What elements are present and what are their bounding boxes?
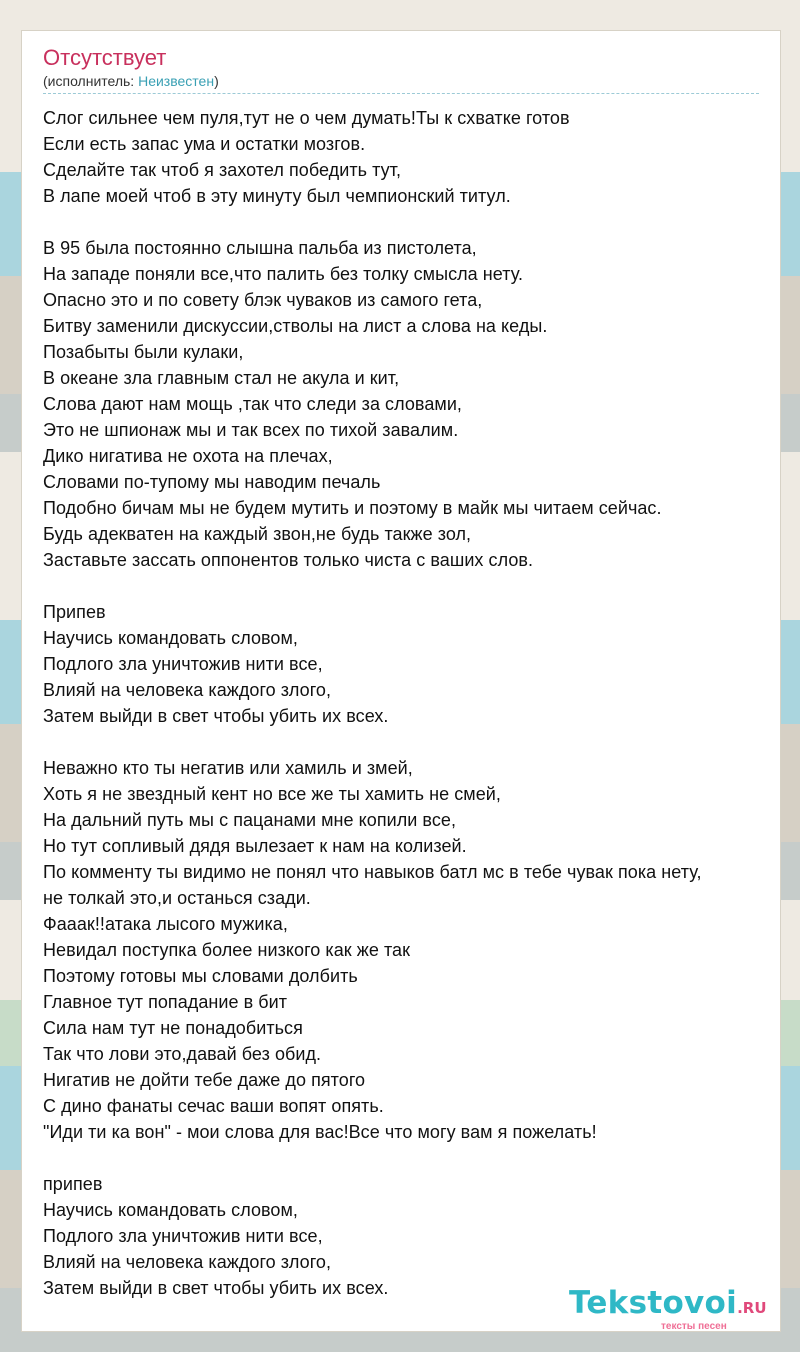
lyrics-line: Будь адекватен на каждый звон,не будь также зол, bbox=[43, 524, 472, 544]
lyrics-line: Подобно бичам мы не будем мутить и поэтому в майк мы читаем сейчас. bbox=[43, 498, 662, 518]
lyrics-line: Влияй на человека каждого злого, bbox=[43, 1252, 332, 1272]
lyrics-line: припев bbox=[43, 1174, 103, 1194]
lyrics-line: В океане зла главным стал не акула и кит, bbox=[43, 368, 400, 388]
lyrics-line: Научись командовать словом, bbox=[43, 628, 298, 648]
lyrics-line: Это не шпионаж мы и так всех по тихой завалим. bbox=[43, 420, 459, 440]
lyrics-line: На западе поняли все,что палить без толку смысла нету. bbox=[43, 264, 524, 284]
lyrics-line: Припев bbox=[43, 602, 106, 622]
lyrics-line: Подлого зла уничтожив нити все, bbox=[43, 1226, 323, 1246]
lyrics-line: не толкай это,и останься сзади. bbox=[43, 888, 311, 908]
logo-tld: .RU bbox=[737, 1299, 767, 1317]
lyrics-blank-line bbox=[43, 209, 778, 235]
lyrics-line: Фааак!!атака лысого мужика, bbox=[43, 914, 288, 934]
artist-suffix: ) bbox=[214, 73, 219, 89]
lyrics-line: Главное тут попадание в бит bbox=[43, 992, 288, 1012]
lyrics-card bbox=[21, 30, 781, 1332]
lyrics-line: Дико нигатива не охота на плечах, bbox=[43, 446, 333, 466]
lyrics-line: Сделайте так чтоб я захотел победить тут, bbox=[43, 160, 401, 180]
logo-tagline: тексты песен bbox=[661, 1321, 727, 1332]
logo-name: Tekstovoi bbox=[569, 1285, 738, 1321]
lyrics-line: По комменту ты видимо не понял что навыков батл мс в тебе чувак пока нету, bbox=[43, 862, 702, 882]
lyrics-line: Слог сильнее чем пуля,тут не о чем думать!Ты к схватке готов bbox=[43, 108, 570, 128]
lyrics-line: Нигатив не дойти тебе даже до пятого bbox=[43, 1070, 366, 1090]
lyrics-line: Затем выйди в свет чтобы убить их всех. bbox=[43, 1278, 389, 1298]
song-title: Отсутствует bbox=[43, 45, 167, 70]
lyrics-line: Но тут сопливый дядя вылезает к нам на колизей. bbox=[43, 836, 467, 856]
lyrics-line: В лапе моей чтоб в эту минуту был чемпионский титул. bbox=[43, 186, 511, 206]
lyrics-line: Битву заменили дискуссии,стволы на лист а слова на кеды. bbox=[43, 316, 548, 336]
lyrics-blank-line bbox=[43, 729, 778, 755]
lyrics-line: Хоть я не звездный кент но все же ты хамить не смей, bbox=[43, 784, 501, 804]
lyrics-text bbox=[43, 105, 778, 1301]
lyrics-line: Затем выйди в свет чтобы убить их всех. bbox=[43, 706, 389, 726]
lyrics-line: В 95 была постоянно слышна пальба из пистолета, bbox=[43, 238, 477, 258]
artist-link[interactable]: Неизвестен bbox=[138, 73, 215, 89]
lyrics-line: Так что лови это,давай без обид. bbox=[43, 1044, 322, 1064]
lyrics-line: Опасно это и по совету блэк чуваков из самого гета, bbox=[43, 290, 483, 310]
lyrics-line: Влияй на человека каждого злого, bbox=[43, 680, 332, 700]
artist-line bbox=[43, 73, 219, 89]
lyrics-line: Сила нам тут не понадобиться bbox=[43, 1018, 303, 1038]
lyrics-line: "Иди ти ка вон" - мои слова для вас!Все что могу вам я пожелать! bbox=[43, 1122, 597, 1142]
lyrics-line: Невидал поступка более низкого как же так bbox=[43, 940, 411, 960]
title-divider bbox=[43, 93, 759, 94]
lyrics-line: С дино фанаты сечас ваши вопят опять. bbox=[43, 1096, 384, 1116]
lyrics-line: Поэтому готовы мы словами долбить bbox=[43, 966, 358, 986]
lyrics-line: Подлого зла уничтожив нити все, bbox=[43, 654, 323, 674]
lyrics-line: Заставьте зассать оппонентов только чиста с ваших слов. bbox=[43, 550, 534, 570]
lyrics-blank-line bbox=[43, 1145, 778, 1171]
lyrics-line: Слова дают нам мощь ,так что следи за словами, bbox=[43, 394, 462, 414]
lyrics-blank-line bbox=[43, 573, 778, 599]
lyrics-line: Научись командовать словом, bbox=[43, 1200, 298, 1220]
lyrics-line: Если есть запас ума и остатки мозгов. bbox=[43, 134, 366, 154]
lyrics-line: Словами по-тупому мы наводим печаль bbox=[43, 472, 381, 492]
logo-wordmark bbox=[569, 1285, 767, 1321]
lyrics-line: На дальний путь мы с пацанами мне копили все, bbox=[43, 810, 456, 830]
lyrics-line: Неважно кто ты негатив или хамиль и змей, bbox=[43, 758, 413, 778]
artist-prefix: (исполнитель: bbox=[43, 73, 139, 89]
site-logo[interactable] bbox=[569, 1285, 779, 1331]
lyrics-line: Позабыты были кулаки, bbox=[43, 342, 244, 362]
